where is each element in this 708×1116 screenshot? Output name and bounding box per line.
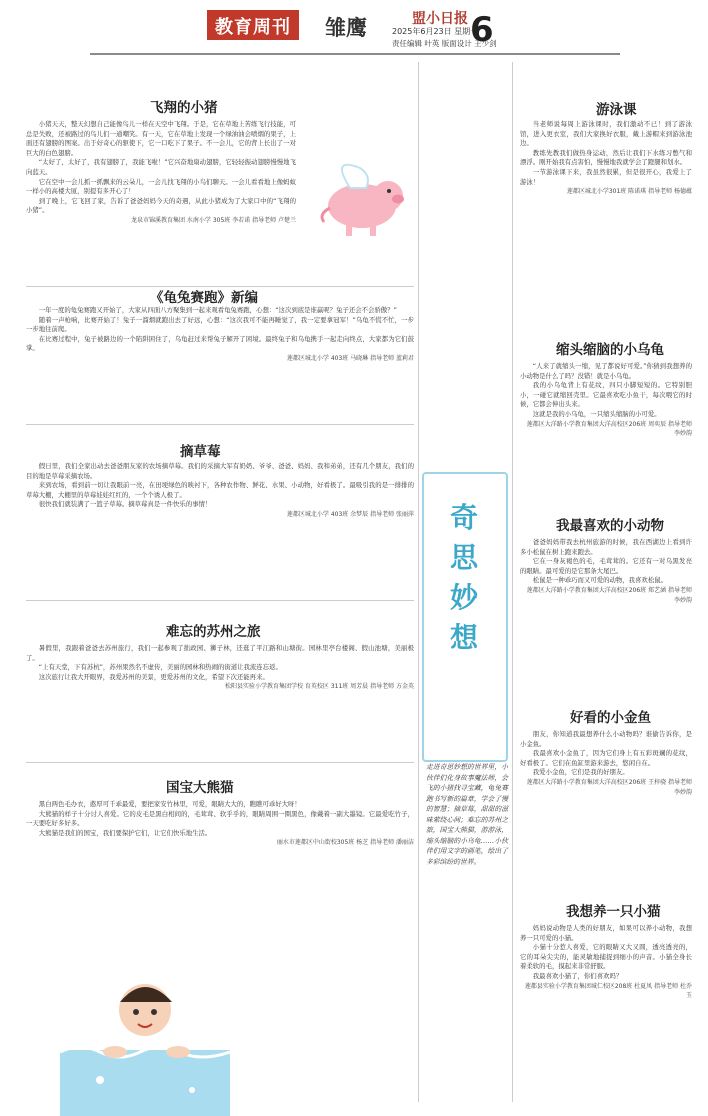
paragraph: 到了晚上，它飞回了家，告诉了爸爸妈妈今天的奇遇，从此小猪成为了大家口中的“飞翔的小猪”。: [26, 196, 296, 215]
paragraph: 来到农场，看到前一切让我眼前一亮，在田埂绿色的映衬下，各种农作物、鲜花、水果、小动物，好看极了。最吸引我的是一排排的草莓大棚，大棚里的草莓娃娃红红的，一个个诱人极了。: [26, 481, 414, 499]
article-body-cat: [520, 924, 692, 1104]
article-body-goldfish: [520, 730, 692, 860]
swimming-child-illustration: [60, 940, 230, 1116]
column-divider: [418, 62, 419, 1102]
paragraph: 这次旅行让我大开眼界，我爱苏州的美景，更爱苏州的文化，希望下次还能再来。: [38, 672, 269, 681]
column-intro: 走进奇思妙想的世界里，小伙伴们化身故事魔法师，会飞的小猪找寻宝藏，龟兔赛跑书写新的篇章，学会了慢的智慧；摘草莓，甜甜的滋味萦绕心间；难忘的苏州之旅，国宝大熊猫，游游泳，缩头缩脑的小乌龟……小伙伴们用文字的画笔，绘出了多彩缤纷的世界。: [426, 763, 508, 866]
author-line: 莲都区大洋路小学教育集团大洋高校区206班 郑艺涵 指导老师 李妙韵: [526, 586, 692, 604]
paragraph: 这就是我的小乌龟，一只缩头缩脑的小可爱。: [532, 409, 661, 418]
article-title-race: 《龟兔赛跑》新编: [150, 290, 258, 306]
article-body-swim: [520, 120, 692, 310]
article-title-pig: 飞翔的小猪: [150, 100, 218, 116]
author-line: 莲都区大洋路小学教育集团大洋高校区206班 周奕辰 指导老师 李妙韵: [526, 420, 692, 438]
paragraph: 小猫十分惹人喜爱，它的眼睛又大又圆，透亮透亮的，它的耳朵尖尖的，能灵敏地捕捉到细小的声音。小猫全身长着柔软的毛，摸起来非常舒服。: [520, 943, 692, 971]
article-body-panda: [26, 800, 414, 920]
paragraph: 教练先教我们做热身运动，然后让我们下水练习憋气和漂浮。刚开始我有点害怕，慢慢地我就学会了蹬腿和划水。: [520, 148, 692, 167]
author-line: 莲都区城北小学 403班 马晓琳 指导老师 蓝莉君: [286, 354, 414, 362]
paragraph: 大熊猫是我们的国宝，我们要保护它们，让它们快乐地生活。: [38, 828, 212, 837]
paragraph: 一年一度的龟兔赛跑又开始了，大家从四面八方聚集到一起来观看龟兔赛跑，心想：“这次到底是谁赢呢？兔子还会不会骄傲？”: [38, 306, 397, 314]
paragraph: “太好了，太好了，我有翅膀了，我能飞啦！”它兴奋地扇动翅膀，它轻轻振动翅膀慢慢地飞向蓝天。: [26, 158, 296, 176]
article-body-strawberry: [26, 462, 414, 582]
paragraph: 很快我们就装满了一篮子草莓。摘草莓真是一件快乐的事情！: [38, 500, 212, 509]
divider: [26, 424, 414, 425]
paragraph: 我的小乌龟背上有花纹，四只小脚短短的。它特别胆小，一碰它就缩回壳里。它最喜欢吃小鱼干，每次喂它的时候，它都会伸出头来。: [520, 381, 692, 409]
column-divider: [512, 62, 513, 1102]
paragraph: “上有天堂，下有苏杭”，苏州果然名不虚传，美丽的园林和热闹的街道让我流连忘返。: [38, 663, 282, 672]
paragraph: 大熊猫的样子十分讨人喜爱。它的皮毛是黑白相间的，毛茸茸、软乎乎的，眼睛周围一圈黑色，像戴着一副大墨镜。它最爱吃竹子，一天要吃好多好多。: [26, 809, 414, 828]
article-title-cat: 我想养一只小猫: [566, 904, 661, 920]
paragraph: 朋友，你知道我最想养什么小动物吗？谁偷告诉你，是小金鱼。: [520, 730, 692, 748]
issue-date: 2025年6月23日 星期一: [392, 27, 479, 36]
article-body-turtle: [520, 362, 692, 492]
header-rule: [90, 53, 620, 55]
paragraph: 假日里，我们全家出动去爸爸朋友家的农场摘草莓。我们的采摘大军有奶奶、爷爷、爸爸、妈妈、我和弟弟，还有几个朋友，我们的目的地是草莓采摘农场。: [26, 462, 414, 480]
author-line: 龙泉市锦溪教育集团 水南小学 305班 李若诺 指导老师 卢楚兰: [131, 216, 296, 224]
section-subtitle: 雏鹰: [325, 15, 367, 40]
author-line: 莲都区城北小学301班 陈诺琪 指导老师 杨德蕴: [566, 188, 692, 196]
paragraph: 我最喜欢小猫了，你们喜欢吗？: [532, 971, 623, 980]
author-line: 丽水市莲都区中山街校305班 杨芝 指导老师 潘丽洁: [276, 839, 414, 847]
article-title-pet: 我最喜欢的小动物: [556, 518, 664, 534]
divider: [26, 600, 414, 601]
article-title-strawberry: 摘草莓: [180, 444, 221, 460]
editors-line: 责任编辑 叶英 版面设计 王少剑: [392, 39, 497, 48]
author-line: 松阳县实验小学教育集团学校 育英校区 311班 周芳晨 指导老师 方金英: [225, 683, 414, 691]
article-body-pet: [520, 538, 692, 668]
paragraph: 它在空中一会儿抓一抓飘来的云朵儿，一会儿找飞翔的小鸟们聊天。一会儿看看地上像蚂蚁一样小的高楼大厦，别提有多开心了！: [26, 177, 296, 196]
column-title: 奇思妙想: [449, 501, 478, 654]
author-line: 莲都县实验小学教育集团城仁校区208班 杜夏凤 指导老师 杜乔玉: [524, 982, 692, 1000]
divider: [26, 762, 414, 763]
page-number: 6: [470, 10, 494, 50]
paragraph: 妈妈说动物是人类的好朋友，如果可以养小动物，我想养一只可爱的小猫。: [520, 924, 692, 942]
paragraph: 在比赛过程中，兔子被路边的一个陷阱困住了，乌龟赶过来帮兔子解开了困境。最终兔子和乌龟携手一起走向终点，大家都为它们鼓掌。: [26, 334, 414, 353]
article-title-goldfish: 好看的小金鱼: [570, 710, 651, 726]
paragraph: 它在一身灰褐色的毛，毛茸茸的。它还有一对乌黑发亮的眼睛。最可爱的是它那条大尾巴。: [520, 557, 692, 575]
paragraph: 随着一声枪响，比赛开始了！兔子一溜烟就跑出去了好远，心想：“这次我可不能再睡觉了，我一定要拿冠军！”乌龟不慌不忙，一步一步地往前爬。: [26, 315, 414, 334]
flying-pig-illustration: [310, 146, 414, 246]
article-body-suzhou: [26, 644, 414, 754]
article-author-pig: [310, 250, 410, 290]
paragraph: 暑假里，我跟着爸爸去苏州旅行，我们一起参观了拙政园、狮子林，还逛了平江路和山塘街。园林里亭台楼阁、假山池塘，美丽极了。: [26, 644, 414, 662]
article-title-turtle: 缩头缩脑的小乌龟: [556, 342, 664, 358]
article-title-suzhou: 难忘的苏州之旅: [166, 624, 261, 640]
paragraph: 黑白两色毛办衣，憨厚可千乖最爱，要把家安竹林里，可爱，眼睛大大的，瞧瞧可乖好大呀！: [38, 800, 301, 808]
paragraph: 爸爸妈妈带我去杭州旅游的时候，我在西湖边上看到许多小松鼠在树上跑来跑去。: [520, 538, 692, 556]
masthead: [0, 0, 708, 58]
paragraph: 一节游泳课下来，我虽然很累，但是很开心，我爱上了游泳！: [520, 167, 692, 186]
paragraph: “人来了就缩头一缩，见了都说好可爱。”你猜到我想养的小动物是什么了吗？没错！就是小乌龟。: [520, 362, 692, 380]
paragraph: 我最喜欢小金鱼了，因为它们身上有五彩斑斓的花纹，好看极了。它们在鱼缸里游来游去，悠闲自在。: [520, 749, 692, 767]
paragraph: 小猪天天，整天幻想自己能像鸟儿一样在天空中飞翔。于是，它在草地上苦练飞行技能，可总是失败，还被路过的鸟儿们一通嘲笑。有一天，它在草地上发现一个绿油油会喷烟的果子，上面还有翅膀的图案。出于好奇心的驱使下，它一口吃下了果子。不一会儿，它的背上长出了一对巨大的白色翅膀。: [26, 120, 296, 157]
newspaper-name: 盟小日报: [412, 11, 468, 27]
author-line: 莲都区城北小学 403班 余梦辰 指导老师 张丽萍: [286, 510, 414, 518]
paragraph: 当老师说每周上游泳课时，我们激动不已！到了游泳馆，进入更衣室，我们大家换好衣服，戴上游帽来到游泳池边。: [520, 120, 692, 148]
paragraph: 我爱小金鱼，它们是我的好朋友。: [532, 768, 629, 777]
section-title: 教育周刊: [207, 10, 299, 40]
article-body-pig: [26, 120, 296, 270]
article-body-race: [26, 306, 414, 416]
paragraph: 松鼠是一种乖巧而又可爱的动物，我喜欢松鼠。: [532, 576, 667, 585]
article-title-panda: 国宝大熊猫: [166, 780, 234, 796]
author-line: 莲都区大洋路小学教育集团大洋高校区206班 王梓骁 指导老师 李妙韵: [526, 778, 692, 796]
article-title-swim: 游泳课: [596, 102, 637, 118]
